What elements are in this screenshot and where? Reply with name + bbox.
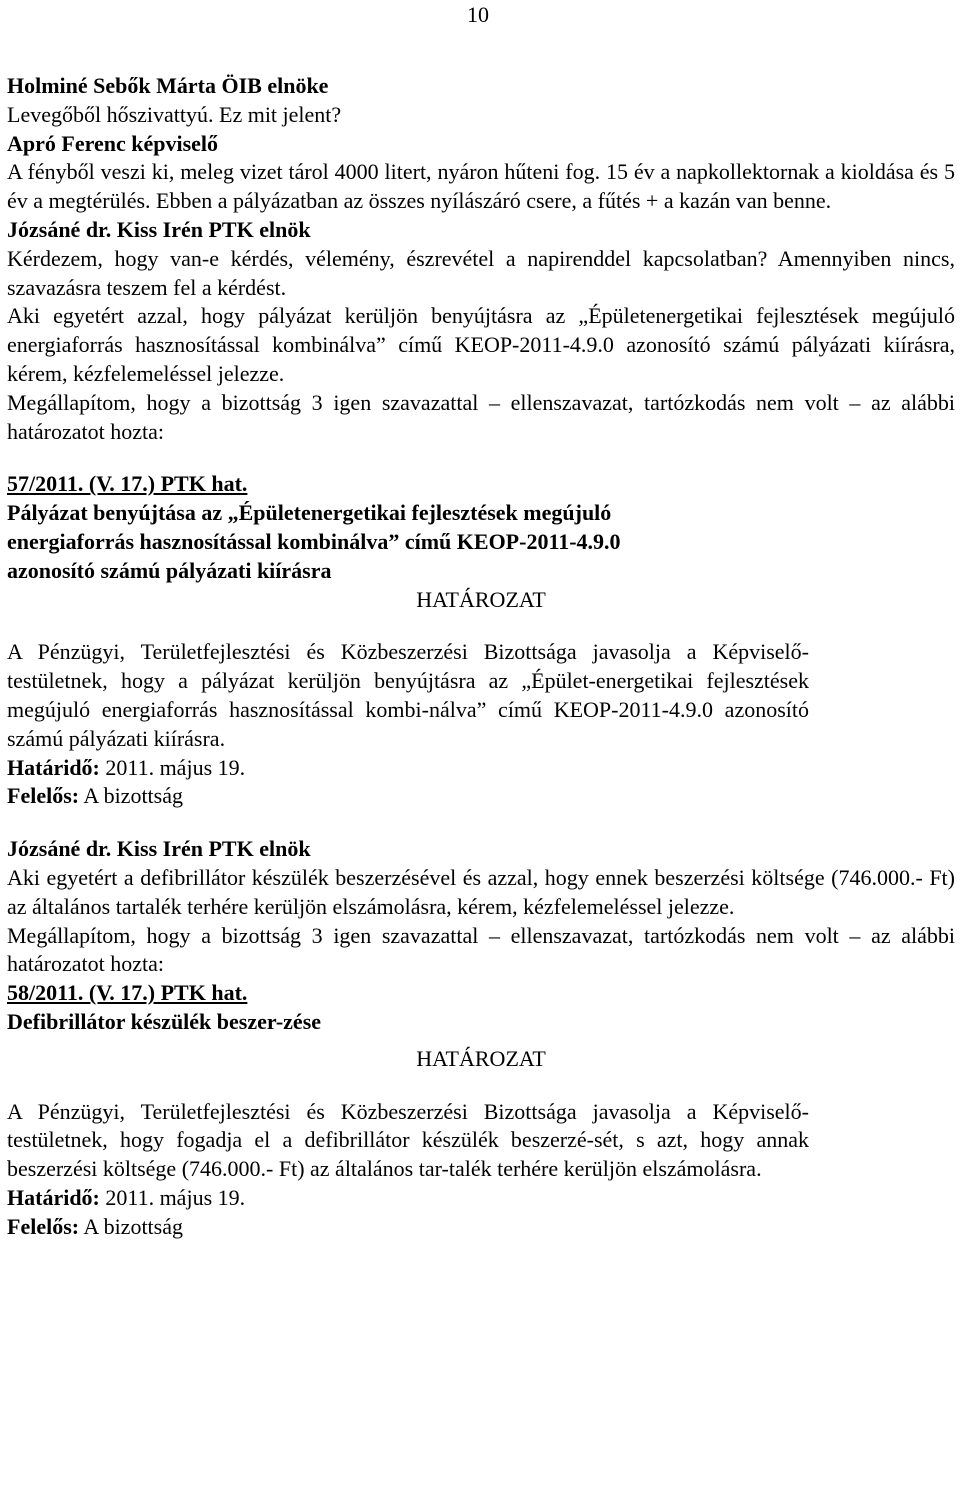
resolution-heading: HATÁROZAT: [416, 586, 546, 612]
paragraph: Megállapítom, hogy a bizottság 3 igen szavazattal – ellenszavazat, tartózkodás nem volt – az alábbi határozatot hozta:: [7, 389, 955, 444]
deadline-line: [7, 754, 809, 783]
resolution-heading: HATÁROZAT: [416, 1045, 546, 1071]
paragraph: A fényből veszi ki, meleg vizet tárol 4000 litert, nyáron hűteni fog. 15 év a napkollektornak a kioldása és 5 év a megtérülés. Ebben a pályázatban az összes nyílászáró csere, a fűtés + a kazán van benne.: [7, 159, 955, 214]
resolution-number: 58/2011. (V. 17.) PTK hat.: [7, 980, 248, 1006]
responsible-value: A bizottság: [83, 1213, 183, 1239]
speaker-heading: Józsáné dr. Kiss Irén PTK elnök: [7, 836, 311, 862]
deadline-value: 2011. május 19.: [105, 754, 246, 780]
responsible-value: A bizottság: [83, 783, 183, 809]
resolution-number: 57/2011. (V. 17.) PTK hat.: [7, 471, 248, 497]
resolution-title: Pályázat benyújtása az „Épületenergetikai fejlesztések megújuló energiaforrás hasznosítással kombinálva” című KEOP-2011-4.9.0 azonosító számú pályázati kiírásra: [7, 500, 621, 583]
deadline-line: [7, 1184, 809, 1213]
resolution-title: Defibrillátor készülék beszer-zése: [7, 1008, 322, 1034]
deadline-value: 2011. május 19.: [105, 1184, 246, 1210]
paragraph: Levegőből hőszivattyú. Ez mit jelent?: [7, 101, 342, 127]
responsible-line: [7, 1213, 809, 1242]
resolution-body: A Pénzügyi, Területfejlesztési és Közbeszerzési Bizottsága javasolja a Képviselő-testületnek, hogy fogadja el a defibrillátor készülék beszerzé-sét, s azt, hogy annak beszerzési költsége (746.000.- Ft) az általános tar-talék terhére kerüljön elszámolásra.: [7, 1098, 809, 1182]
page-number: 10: [467, 2, 489, 27]
deadline-label: Határidő:: [7, 1184, 100, 1210]
responsible-label: Felelős:: [7, 1213, 80, 1239]
responsible-label: Felelős:: [7, 783, 80, 809]
document-body: [7, 72, 955, 1241]
responsible-line: [7, 782, 809, 811]
paragraph: Aki egyetért azzal, hogy pályázat kerüljön benyújtásra az „Épületenergetikai fejlesztések megújuló energiaforrás hasznosítással kombinálva” című KEOP-2011-4.9.0 azonosító számú pályázati kiírásra, kérem, kézfelemeléssel jelezze.: [7, 303, 955, 386]
speaker-heading: Józsáné dr. Kiss Irén PTK elnök: [7, 216, 311, 242]
speaker-heading: Holminé Sebők Márta ÖIB elnöke: [7, 73, 329, 98]
paragraph: Megállapítom, hogy a bizottság 3 igen szavazattal – ellenszavazat, tartózkodás nem volt – az alábbi határozatot hozta:: [7, 922, 955, 977]
deadline-label: Határidő:: [7, 754, 100, 780]
paragraph: Kérdezem, hogy van-e kérdés, vélemény, észrevétel a napirenddel kapcsolatban? Amennyiben nincs, szavazásra teszem fel a kérdést.: [7, 245, 955, 300]
paragraph: Aki egyetért a defibrillátor készülék beszerzésével és azzal, hogy ennek beszerzési költsége (746.000.- Ft) az általános tartalék terhére kerüljön elszámolásra, kérem, kézfelemeléssel jelezze.: [7, 864, 955, 919]
speaker-heading: Apró Ferenc képviselő: [7, 130, 219, 156]
resolution-body: A Pénzügyi, Területfejlesztési és Közbeszerzési Bizottsága javasolja a Képviselő-testületnek, hogy a pályázat kerüljön benyújtásra az „Épület-energetikai fejlesztések megújuló energiaforrás hasznosítással kombi-nálva” című KEOP-2011-4.9.0 azonosító számú pályázati kiírásra.: [7, 639, 809, 751]
